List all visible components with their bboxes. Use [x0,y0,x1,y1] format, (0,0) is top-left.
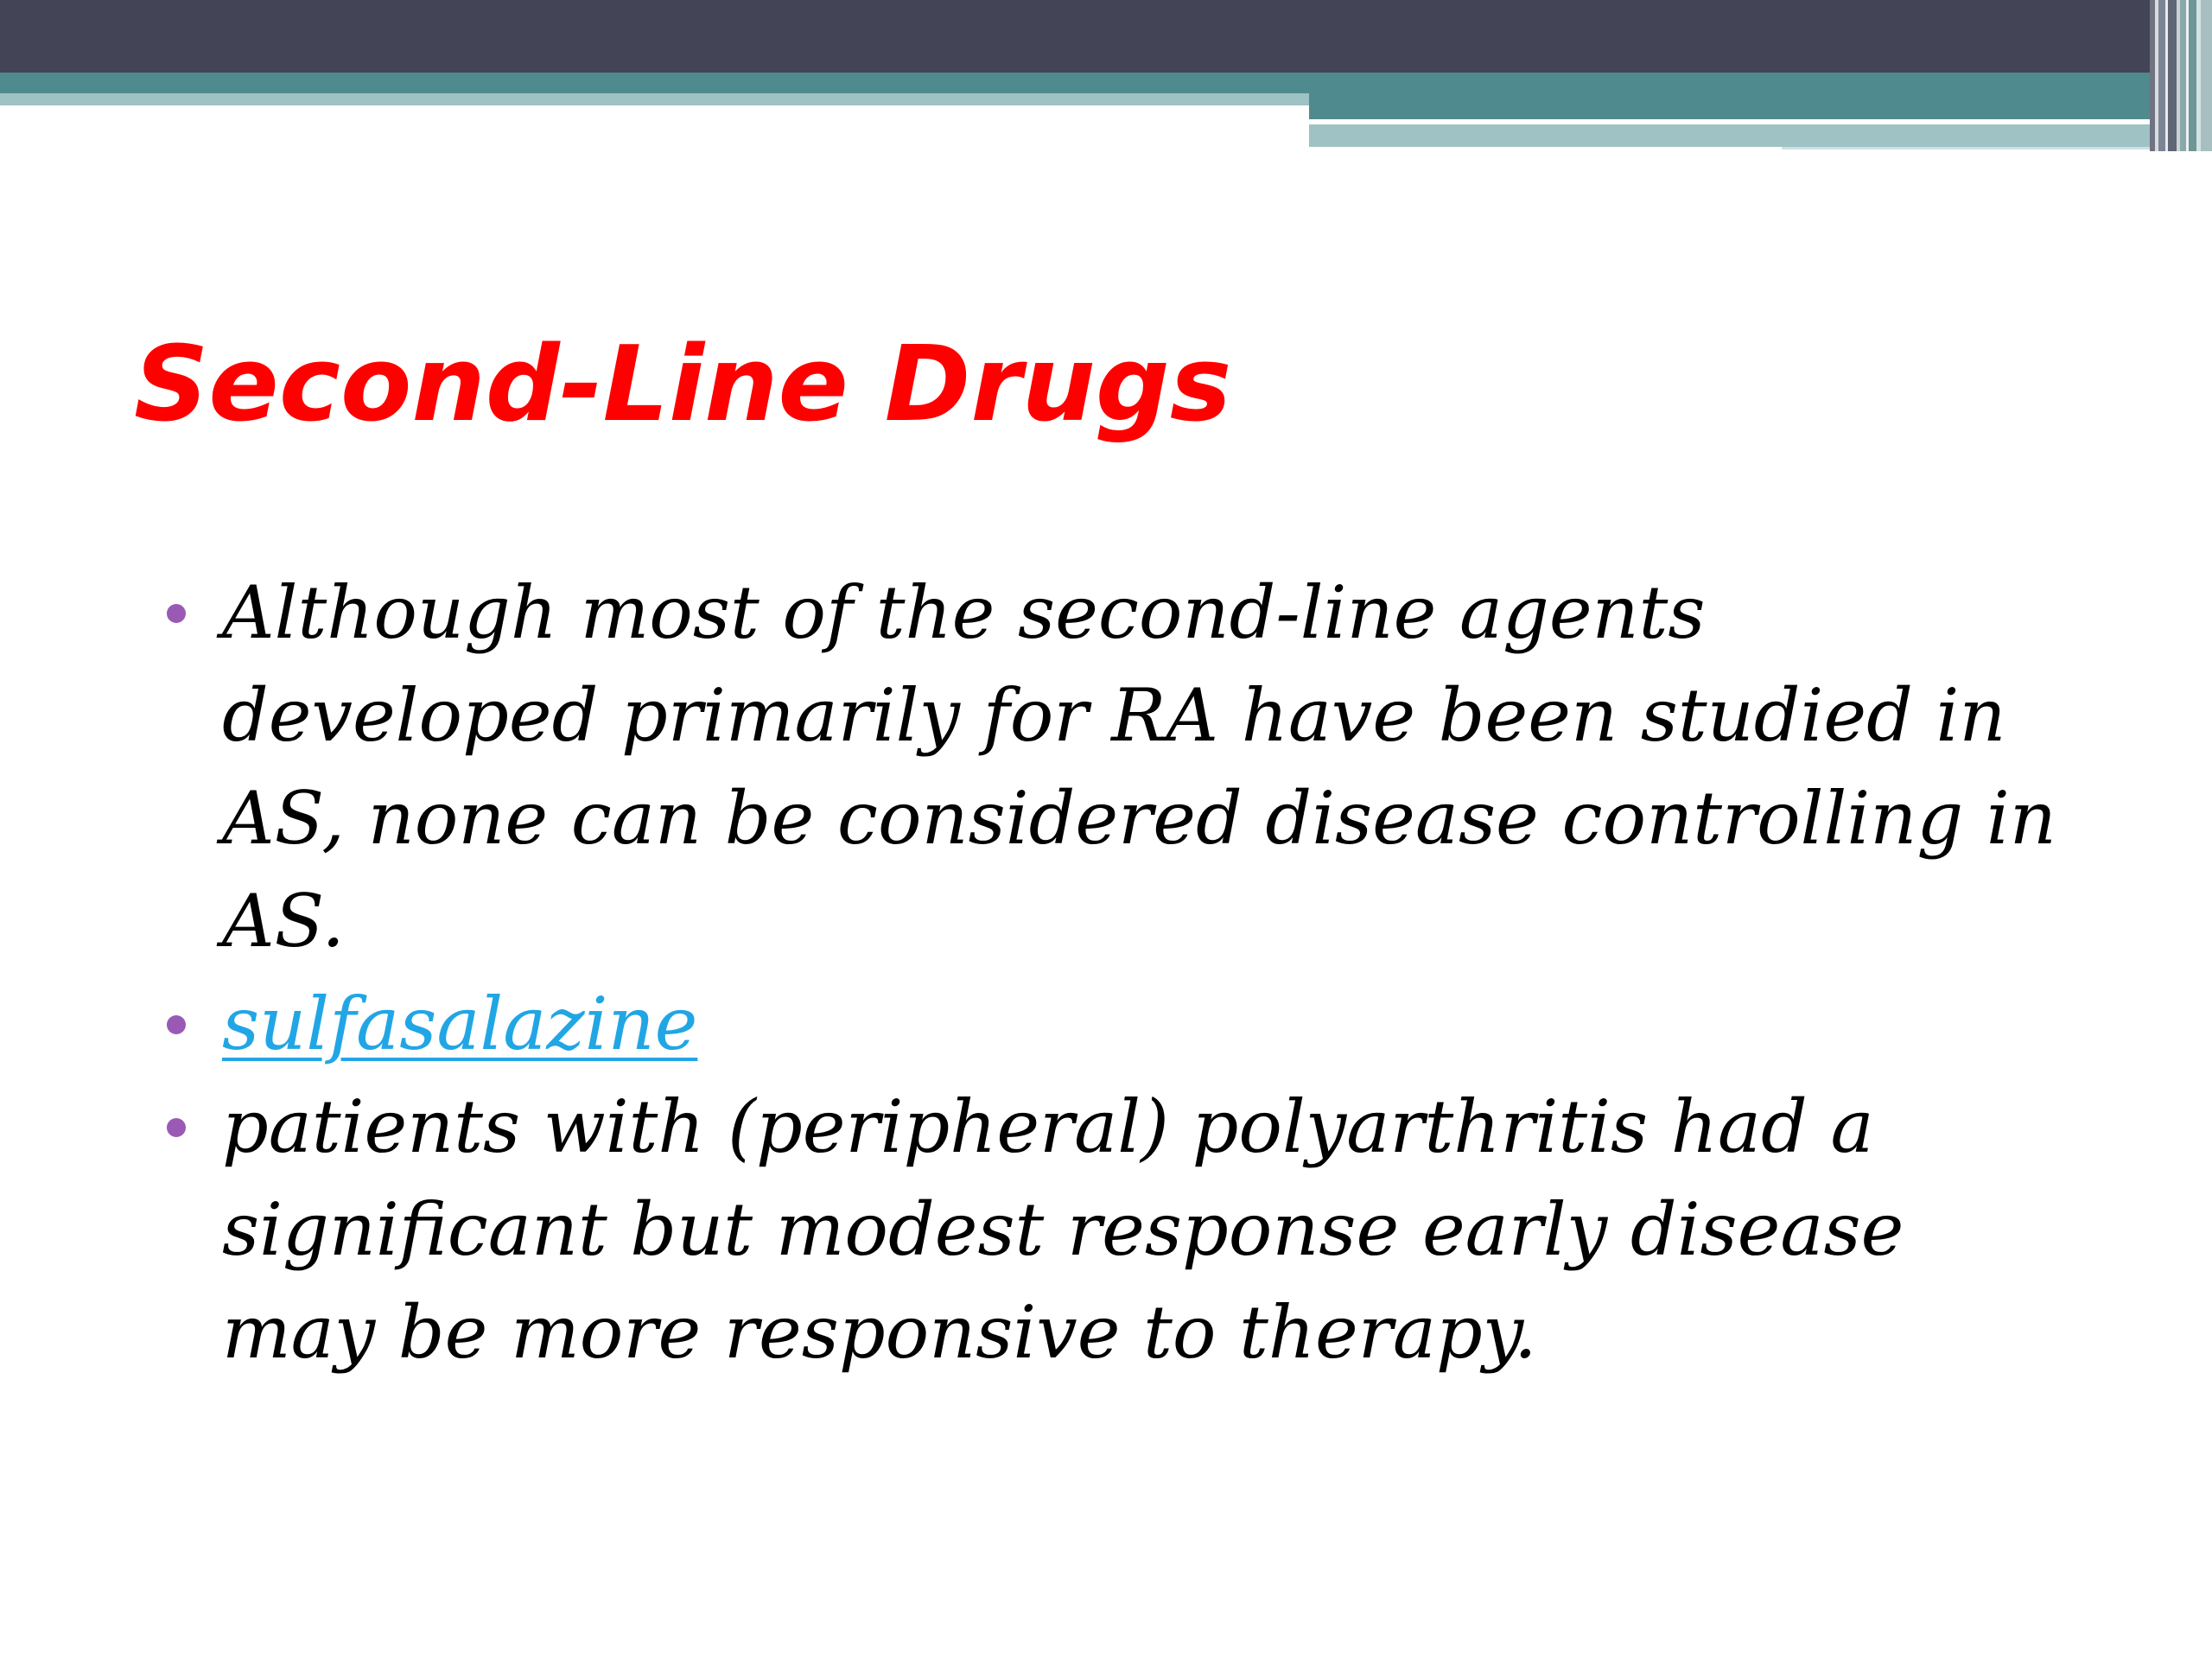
header-band-teal [0,73,2212,93]
header-band-right-light [1309,124,2212,147]
header-band-right-teal [1309,93,2212,119]
bullet-text: Although most of the second-line agents developed primarily for RA have been studied in AS, none can be considered disease controlling in AS. [222,570,2056,963]
bullet-dot-icon [167,1015,186,1034]
bullet-item [160,973,2061,1076]
bullet-list [160,562,2061,1384]
sulfasalazine-link[interactable]: sulfasalazine [222,982,698,1066]
bullet-item [160,562,2061,973]
bullet-dot-icon [167,1118,186,1137]
header-band-light-teal [0,93,1309,105]
bullet-item [160,1076,2061,1384]
header-band-dark [0,0,2212,73]
header-band-right-thin [1782,147,2212,149]
bullet-text: patients with (peripheral) polyarthritis had a significant but modest response early disease may be more responsive to therapy. [222,1084,1904,1375]
header-right-stripes [2150,0,2212,151]
bullet-dot-icon [167,604,186,623]
slide-title: Second-Line Drugs [134,325,1232,445]
